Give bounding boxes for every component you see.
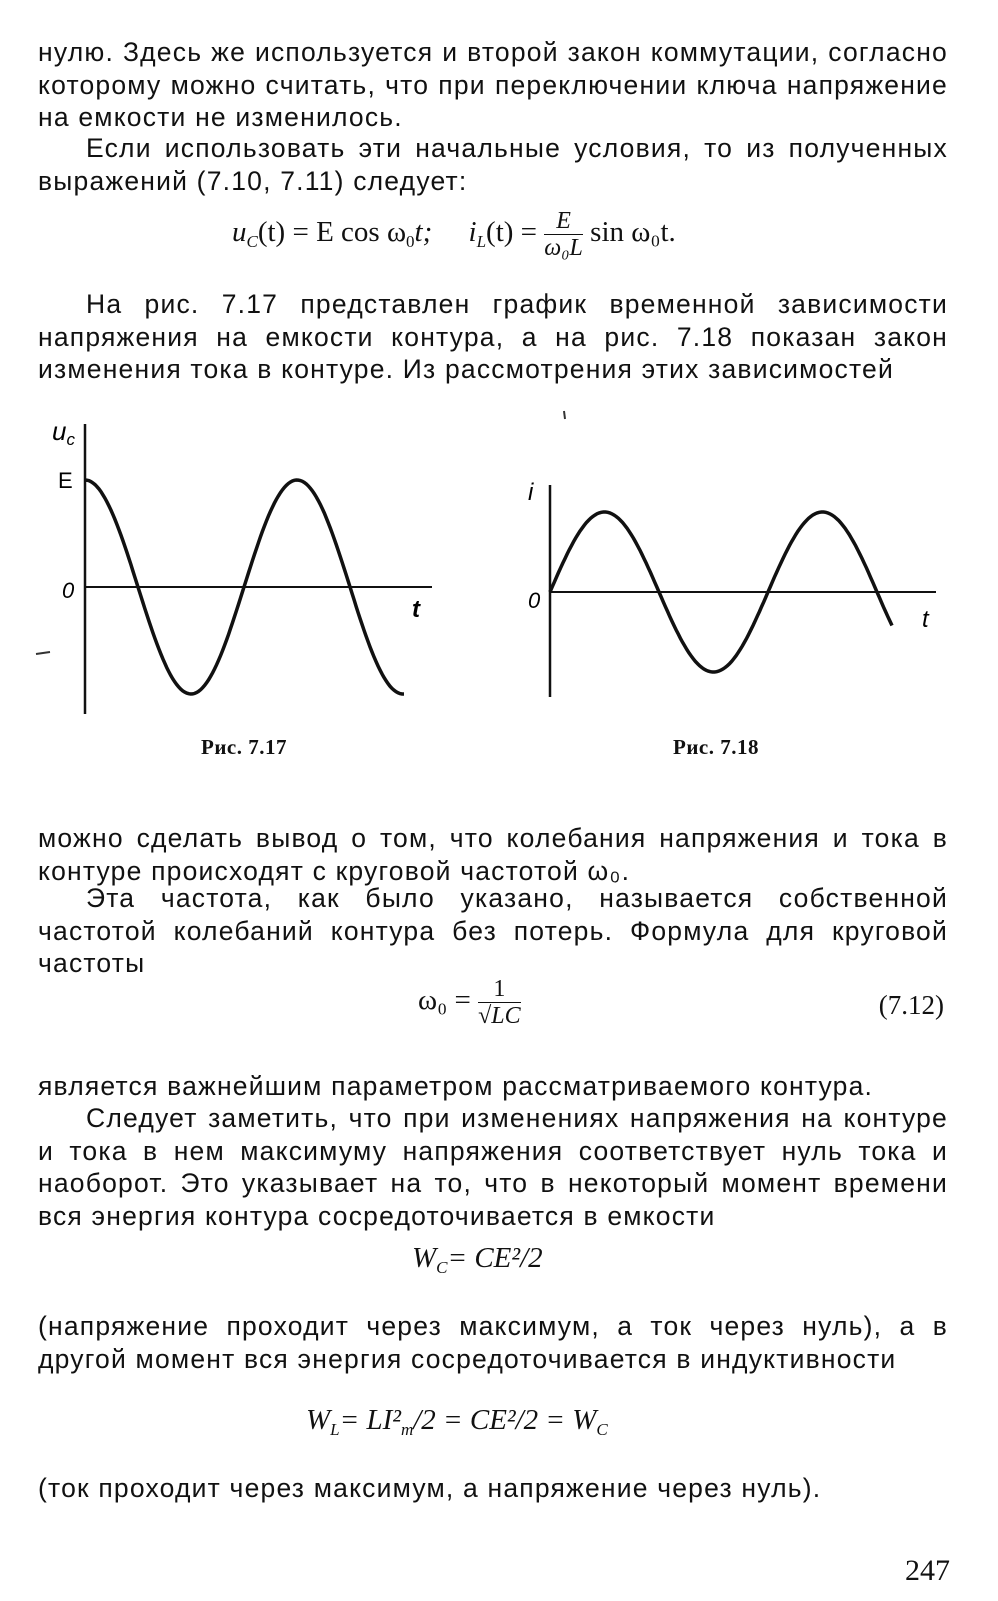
fig1-y-label: uc — [52, 416, 75, 449]
paragraph-6: является важнейшим параметром рассматриваемого контура. — [38, 1071, 874, 1101]
fraction-e-over-w0l: $\frac{E}{\text{ω₀L}}$ — [544, 208, 583, 261]
fig1-origin-label: 0 — [62, 578, 75, 603]
paragraph-5: Эта частота, как было указано, называется собственной частотой колебаний контура без потерь. Формула для круговой частоты — [38, 883, 948, 978]
fig2-x-label: t — [922, 606, 929, 633]
fig2-origin-label: 0 — [528, 588, 541, 613]
formula-wc: $W_C= CE^2/2$ — [412, 1242, 543, 1277]
formula-omega0: ω₀ = $\frac{1}{√LC}$ — [418, 976, 521, 1029]
fraction-1-over-sqrt-lc: $\frac{1}{√LC}$ — [478, 976, 521, 1029]
figure-7-17-caption: Рис. 7.17 — [201, 735, 287, 759]
paragraph-9: (ток проходит через максимум, а напряжение через нуль). — [38, 1473, 822, 1503]
fig1-scan-mark — [36, 652, 50, 654]
equation-number: (7.12) — [878, 990, 944, 1020]
figure-7-17 — [30, 410, 450, 730]
paragraph-7: Следует заметить, что при изменениях напряжения на контуре и тока в нем максимуму напряжения соответствует нуль тока и наоборот. Это указывает на то, что в некоторый момент времени вся энергия контура сосредоточивается в емкости — [38, 1103, 948, 1231]
fig1-level-label: E — [58, 468, 73, 493]
fig2-scan-mark — [564, 411, 565, 419]
formula-uc-il: $u_C(t) = E$ $\cos \omega_0t$; $i_L(t)$ = $\frac{E}{\text{ω₀L}}$ sin ω₀t. — [232, 208, 676, 261]
paragraph-8: (напряжение проходит через максимум, а ток через нуль), а в другой момент вся энергия сосредоточивается в индуктивности — [38, 1311, 948, 1374]
paragraph-2: Если использовать эти начальные условия, то из полученных выражений (7.10, 7.11) следует: — [38, 133, 948, 196]
figure-7-18 — [520, 405, 950, 725]
paragraph-3: На рис. 7.17 представлен график временной зависимости напряжения на емкости контура, а на рис. 7.18 показан закон изменения тока в контуре. Из рассмотрения этих зависимостей — [38, 289, 948, 384]
page-number: 247 — [905, 1554, 950, 1587]
fig1-x-label: t — [412, 596, 420, 623]
formula-wl: $W_L= LI^2_m/2 = CE^2/2 = W_C$ — [306, 1404, 608, 1439]
figure-7-18-caption: Рис. 7.18 — [673, 735, 759, 759]
fig2-y-label: i — [528, 479, 534, 506]
paragraph-1: нулю. Здесь же используется и второй закон коммутации, согласно которому можно считать, что при переключении ключа напряжение на емкости не изменилось. — [38, 37, 948, 132]
paragraph-4: можно сделать вывод о том, что колебания напряжения и тока в контуре происходят с круговой частотой ω₀. — [38, 823, 948, 886]
